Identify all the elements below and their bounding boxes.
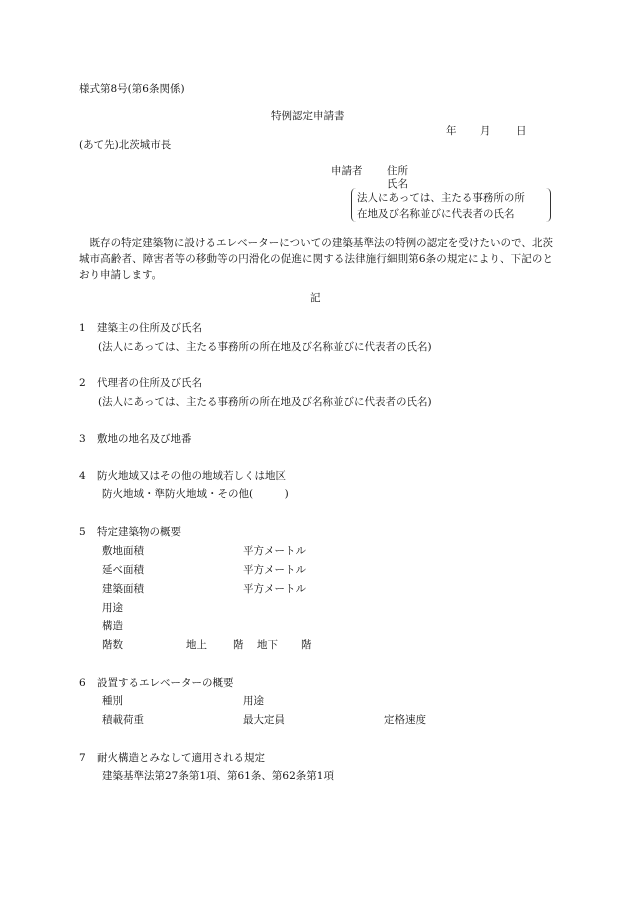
ki-heading: 記 bbox=[310, 292, 321, 304]
item-title: 特定建築物の概要 bbox=[97, 526, 181, 538]
item-title: 建築主の住所及び氏名 bbox=[97, 322, 202, 334]
site-area-unit: 平方メートル bbox=[243, 545, 306, 557]
elevator-load-label: 積載荷重 bbox=[102, 714, 144, 726]
floors-below-unit: 階 bbox=[301, 639, 312, 651]
item-title: 敷地の地名及び地番 bbox=[97, 433, 192, 445]
total-floor-area-label: 延べ面積 bbox=[102, 564, 144, 576]
building-use-label: 用途 bbox=[102, 602, 123, 614]
elevator-speed-label: 定格速度 bbox=[384, 714, 426, 726]
application-body-text: 既存の特定建築物に設けるエレベーターについての建築基準法の特例の認定を受けたいので、北茨城市高齢者、障害者等の移動等の円滑化の促進に関する法律施行細則第6条の規定により、下記のとおり申請します。 bbox=[79, 237, 553, 281]
item-number: 7 bbox=[79, 752, 86, 764]
fire-zone-options: 防火地域・準防火地域・その他( ) bbox=[102, 488, 289, 500]
form-number: 様式第8号(第6条関係) bbox=[79, 83, 185, 95]
item-number: 1 bbox=[79, 322, 86, 334]
elevator-capacity-label: 最大定員 bbox=[243, 714, 285, 726]
date-year: 年 bbox=[446, 125, 457, 137]
item-note: (法人にあっては、主たる事務所の所在地及び名称並びに代表者の氏名) bbox=[98, 396, 432, 408]
item-number: 4 bbox=[79, 470, 86, 482]
item-note: (法人にあっては、主たる事務所の所在地及び名称並びに代表者の氏名) bbox=[98, 341, 432, 353]
building-area-label: 建築面積 bbox=[102, 583, 144, 595]
addressee: (あて先)北茨城市長 bbox=[79, 139, 172, 151]
item-number: 3 bbox=[79, 433, 86, 445]
document-title: 特例認定申請書 bbox=[271, 110, 345, 122]
date-month: 月 bbox=[480, 125, 491, 137]
item-number: 2 bbox=[79, 377, 86, 389]
item-title: 防火地域又はその他の地域若しくは地区 bbox=[97, 470, 286, 482]
applicable-provisions: 建築基準法第27条第1項、第61条、第62条第1項 bbox=[102, 770, 334, 782]
building-structure-label: 構造 bbox=[102, 620, 123, 632]
applicant-label: 申請者 bbox=[331, 165, 363, 177]
elevator-purpose-label: 用途 bbox=[243, 695, 264, 707]
floors-below-label: 地下 bbox=[257, 639, 278, 651]
applicant-name-label: 氏名 bbox=[387, 178, 408, 190]
site-area-label: 敷地面積 bbox=[102, 545, 144, 557]
item-title: 設置するエレベーターの概要 bbox=[97, 677, 234, 689]
item-number: 6 bbox=[79, 677, 86, 689]
applicant-note-line2: 在地及び名称並びに代表者の氏名 bbox=[357, 208, 515, 220]
building-area-unit: 平方メートル bbox=[243, 583, 306, 595]
item-number: 5 bbox=[79, 526, 86, 538]
elevator-type-label: 種別 bbox=[102, 695, 123, 707]
floors-above-unit: 階 bbox=[233, 639, 244, 651]
item-title: 代理者の住所及び氏名 bbox=[97, 377, 202, 389]
applicant-address-label: 住所 bbox=[387, 165, 408, 177]
floors-above-label: 地上 bbox=[186, 639, 207, 651]
total-floor-area-unit: 平方メートル bbox=[243, 564, 306, 576]
date-day: 日 bbox=[516, 125, 527, 137]
item-title: 耐火構造とみなして適用される規定 bbox=[97, 752, 265, 764]
floors-label: 階数 bbox=[102, 639, 123, 651]
applicant-note-line1: 法人にあっては、主たる事務所の所 bbox=[357, 192, 525, 204]
